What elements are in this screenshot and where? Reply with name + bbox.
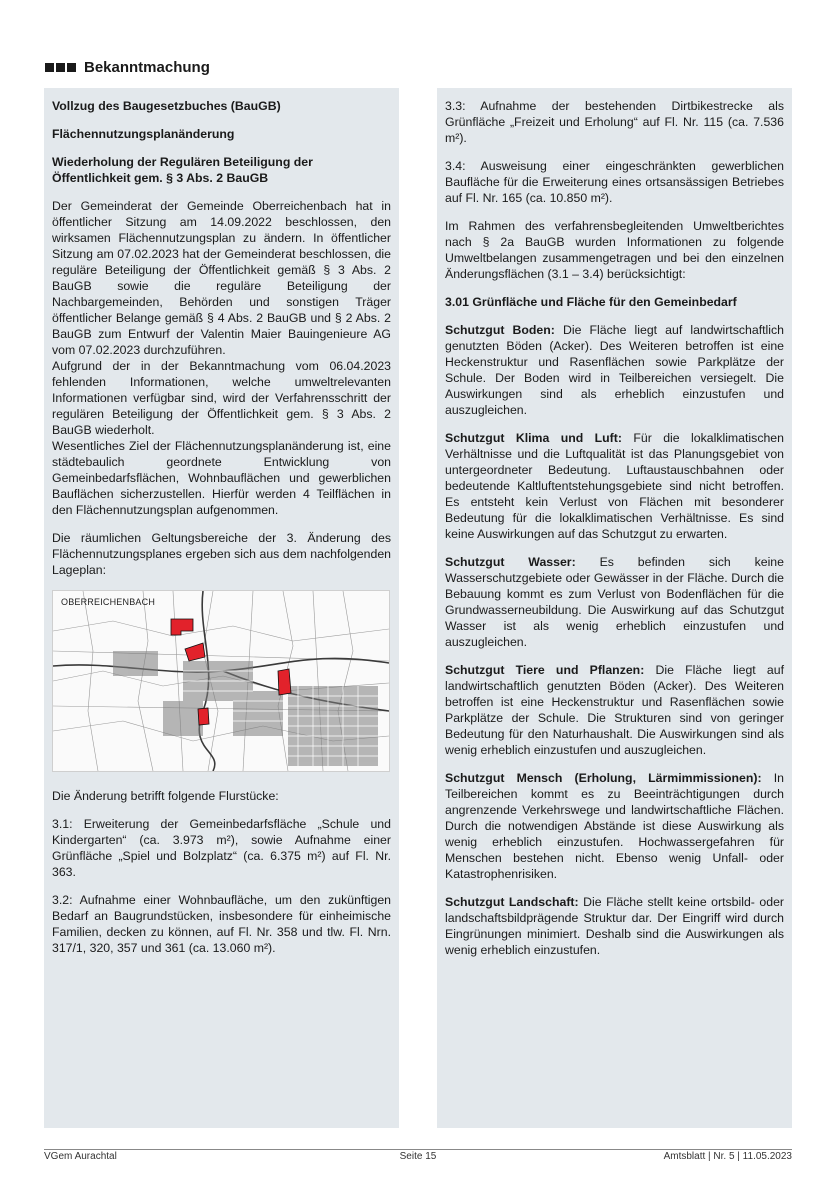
paragraph: Wesentliches Ziel der Flächennutzungsplanänderung ist, eine städtebaulich geordnete Entwicklung von Gemeinbedarfsflächen, Wohnbauflächen und gewerblichen Bauflächen sicherzustellen. Hierfür werden 4 Teilflächen in den Flächennutzungsplan aufgenommen. (52, 439, 391, 517)
schutzgut-text: Es befinden sich keine Wasserschutzgebiete oder Gewässer in der Fläche. Durch die Bebauung kommt es zum Verlust von Bodenflächen für die Grundwasserneubildung. Die Auswirkung auf das Schutzgut Wasser ist als wenig erheblich einzustufen und auszugleichen. (445, 555, 784, 649)
header-title: Bekanntmachung (84, 58, 210, 76)
paragraph: Aufgrund der in der Bekanntmachung vom 06.04.2023 fehlenden Informationen, welche umweltrelevanten Informationen verfügbar sind, wird der Verfahrensschritt der regulären Beteiligung der Öffentlichkeit gem. § 3 Abs. 2 BauGB wiederholt. (52, 359, 391, 437)
paragraph: 3.4: Ausweisung einer eingeschränkten gewerblichen Baufläche für die Erweiterung eines ortsansässigen Betriebes auf Fl. Nr. 165 (ca. 10.850 m²). (445, 159, 784, 205)
schutzgut-text: Die Fläche liegt auf landwirtschaftlich genutzten Böden (Acker). Des Weiteren betroffen ist eine Heckenstruktur und Rasenflächen sowie Parkplätze der Schule. Der Boden wird in Teilbereichen versiegelt. Die Auswirkungen sind als erheblich einzustufen und auszugleichen. (445, 323, 784, 417)
notice-title: Wiederholung der Regulären Beteiligung der Öffentlichkeit gem. § 3 Abs. 2 BauGB (52, 155, 313, 185)
schutzgut-label: Schutzgut Mensch (Erholung, Lärmimmissionen): (445, 771, 762, 785)
map-drawing (53, 591, 389, 771)
page-footer (44, 1151, 792, 1165)
schutzgut-label: Schutzgut Tiere und Pflanzen: (445, 663, 645, 677)
schutzgut-boden (445, 322, 784, 418)
schutzgut-text: Für die lokalklimatischen Verhältnisse und die Luftqualität ist das Planungsgebiet von untergeordneter Bedeutung. Luftaustauschbahnen oder bedeutende Kaltluftentstehungsgebiete sind nicht betroffen. Es entsteht kein Verlust von Flächen mit besonderer Bedeutung für die lokalklimatischen Verhältnisse. Es sind keine Auswirkungen auf das Schutzgut zu erwarten. (445, 431, 784, 541)
footer-divider (44, 1149, 792, 1150)
square-icon (45, 63, 54, 72)
schutzgut-label: Schutzgut Wasser: (445, 555, 576, 569)
square-icon (56, 63, 65, 72)
schutzgut-label: Schutzgut Boden: (445, 323, 555, 337)
paragraph: 3.3: Aufnahme der bestehenden Dirtbikestrecke als Grünfläche „Freizeit und Erholung“ auf Fl. Nr. 115 (ca. 7.536 m²). (445, 99, 784, 145)
schutzgut-klima (445, 430, 784, 542)
square-icon (67, 63, 76, 72)
schutzgut-tiere (445, 662, 784, 758)
schutzgut-wasser (445, 554, 784, 650)
footer-publisher: VGem Aurachtal (44, 1151, 117, 1162)
paragraph: 3.2: Aufnahme einer Wohnbaufläche, um den zukünftigen Bedarf an Baugrundstücken, insbesondere für einheimische Familien, decken zu können, auf Fl. Nr. 358 und tlw. Fl. Nrn. 317/1, 320, 357 und 361 (ca. 13.060 m²). (52, 893, 391, 955)
section-heading: 3.01 Grünfläche und Fläche für den Gemeinbedarf (445, 295, 737, 309)
notice-heading: Vollzug des Baugesetzbuches (BauGB) (52, 99, 281, 113)
footer-issue: Amtsblatt | Nr. 5 | 11.05.2023 (663, 1151, 792, 1162)
right-column (437, 88, 792, 1128)
schutzgut-text: In Teilbereichen kommt es zu Beeinträchtigungen durch angrenzende Verkehrswege und landwirtschaftliche Flächen. Durch die notwendigen Abstände ist diese Auswirkung als wenig erheblich einzustufen. Hochwassergefahren für Menschen bestehen nicht. Ebenso wenig Unfall- oder Katastrophenrisiken. (445, 771, 784, 881)
schutzgut-mensch (445, 770, 784, 882)
paragraph: Im Rahmen des verfahrensbegleitenden Umweltberichtes nach § 2a BauGB wurden Informationen zu folgende Umweltbelangen zusammengetragen und bei den einzelnen Änderungsflächen (3.1 – 3.4) berücksichtigt: (445, 219, 784, 281)
paragraph: Die Änderung betrifft folgende Flurstücke: (52, 789, 279, 803)
paragraph: Der Gemeinderat der Gemeinde Oberreichenbach hat in öffentlicher Sitzung am 14.09.2022 beschlossen, den wirksamen Flächennutzungsplan zu ändern. In öffentlicher Sitzung am 07.02.2023 hat der Gemeinderat beschlossen, die reguläre Beteiligung der Öffentlichkeit gemäß § 3 Abs. 2 BauGB sowie die reguläre Beteiligung der Nachbargemeinden, Behörden und sonstigen Träger öffentlicher Belange gemäß § 4 Abs. 2 BauGB und § 2 Abs. 2 BauGB zum Entwurf der Valentin Maier Bauingenieure AG vom 07.02.2023 durchzuführen. (52, 199, 391, 357)
map-label: OBERREICHENBACH (61, 597, 156, 607)
left-column (44, 88, 399, 1128)
notice-subheading: Flächennutzungsplanänderung (52, 127, 235, 141)
paragraph: 3.1: Erweiterung der Gemeinbedarfsfläche „Schule und Kindergarten“ (ca. 3.973 m²), sowie Aufnahme einer Grünfläche „Spiel und Bolzplatz“ (ca. 6.375 m²) auf Fl. Nr. 363. (52, 817, 391, 879)
schutzgut-label: Schutzgut Landschaft: (445, 895, 579, 909)
schutzgut-text: Die Fläche stellt keine ortsbild- oder landschaftsbildprägende Struktur dar. Der Eingriff wird durch Eingrünungen minimiert. Deshalb sind die Auswirkungen als wenig erheblich einzustufen. (445, 895, 785, 957)
section-header (45, 57, 210, 77)
schutzgut-text: Die Fläche liegt auf landwirtschaftlich genutzten Böden (Acker). Des Weiteren betroffen ist eine Heckenstruktur und Rasenflächen sowie Parkplätze der Schule. Die Strukturen sind von geringer Bedeutung für den Naturhaushalt. Die Auswirkungen sind als wenig erheblich einzustufen und auszugleichen. (445, 663, 784, 757)
schutzgut-label: Schutzgut Klima und Luft: (445, 431, 622, 445)
schutzgut-landschaft (445, 894, 784, 958)
footer-page-number: Seite 15 (399, 1151, 437, 1162)
site-plan-map (52, 590, 390, 772)
paragraph: Die räumlichen Geltungsbereiche der 3. Änderung des Flächennutzungsplanes ergeben sich aus dem nachfolgenden Lageplan: (52, 531, 391, 577)
